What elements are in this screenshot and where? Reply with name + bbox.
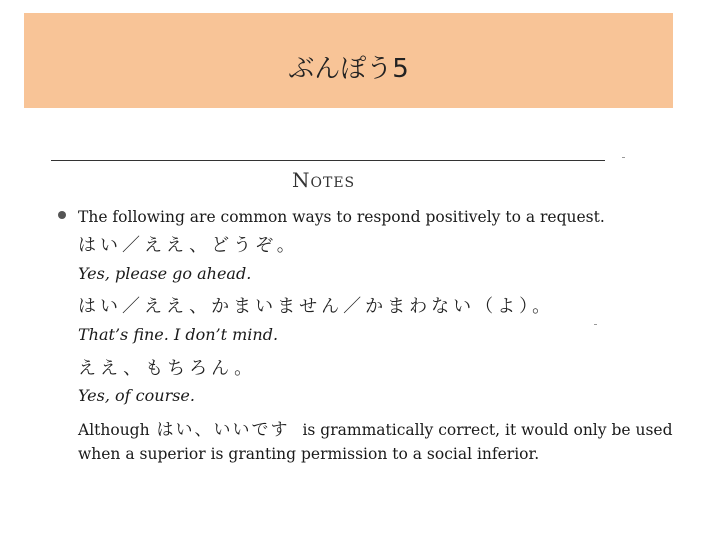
example-english: That’s fine. I don’t mind. [78, 325, 279, 344]
notes-heading: Notes [292, 168, 356, 192]
slide-title-band [24, 13, 673, 108]
slide-title: ぶんぽう5 [288, 54, 409, 84]
scan-speck [594, 324, 597, 325]
footnote-rest: is grammatically correct, it would only be used [302, 421, 673, 439]
footnote-lead: Although [78, 421, 150, 439]
section-divider [51, 160, 605, 161]
example-japanese: はい／ええ、どうぞ。 [78, 235, 299, 256]
footnote-line-2: when a superior is granting permission to a social inferior. [78, 445, 540, 463]
footnote-japanese: はい、いいです [156, 420, 290, 440]
notes-intro: The following are common ways to respond positively to a request. [78, 208, 605, 226]
example-japanese: はい／ええ、かまいません／かまわない（よ）。 [78, 296, 555, 317]
footnote-line-1 [78, 419, 673, 441]
bullet-icon [58, 211, 66, 219]
scan-speck [622, 157, 625, 158]
example-japanese: ええ、もちろん。 [78, 358, 257, 379]
example-english: Yes, of course. [78, 386, 195, 405]
example-english: Yes, please go ahead. [78, 264, 252, 283]
